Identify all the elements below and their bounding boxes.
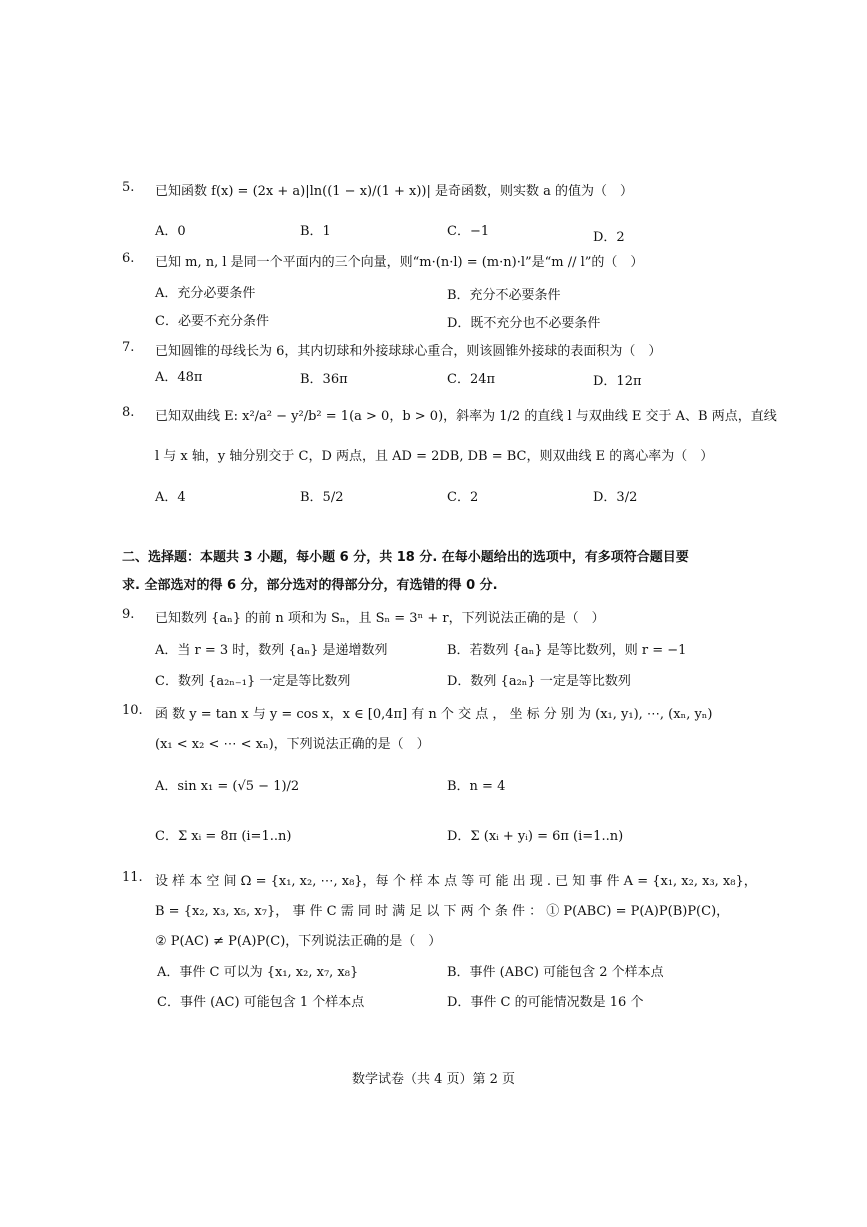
question-number: 9. [122,607,135,622]
page-footer: 数学试卷（共 4 页）第 2 页 [351,1072,516,1087]
question-stem: 设 样 本 空 间 Ω = {x₁, x₂, ⋯, x₈}，每 个 样 本 点 等 可 能 出 现 . 已 知 事 件 A = {x₁, x₂, x₃, x₈}， [155,874,757,889]
question-stem: 已知数列 {aₙ} 的前 n 项和为 Sₙ，且 Sₙ = 3ⁿ + r，下列说法正确的是（ ） [155,611,605,626]
option-d: D．事件 C 的可能情况数是 16 个 [447,995,644,1010]
question-stem: 函 数 y = tan x 与 y = cos x，x ∈ [0,4π] 有 n 个 交 点 ， 坐 标 分 别 为 (x₁, y₁), ⋯, (xₙ, yₙ) [155,707,713,722]
option-b: B．36π [300,372,348,387]
option-a: A．sin x₁ = (√5 − 1)/2 [155,779,300,794]
option-a: A．充分必要条件 [155,286,256,301]
option-d: D．12π [593,374,642,389]
option-a: A．0 [155,224,186,239]
option-b: B．充分不必要条件 [447,288,561,303]
option-d: D．数列 {a₂ₙ} 一定是等比数列 [447,674,631,689]
question-stem-continued: ② P(AC) ≠ P(A)P(C)，下列说法正确的是（ ） [155,934,442,949]
question-number: 7. [122,340,135,355]
option-a: A．48π [155,370,203,385]
option-a: A．当 r = 3 时，数列 {aₙ} 是递增数列 [155,643,388,658]
option-b: B．5/2 [300,490,344,505]
option-c: C．必要不充分条件 [155,314,269,329]
option-b: B．n = 4 [447,779,506,794]
section-heading-continued: 求. 全部选对的得 6 分，部分选对的得部分分，有选错的得 0 分. [122,578,498,593]
section-heading: 二、选择题：本题共 3 小题，每小题 6 分，共 18 分. 在每小题给出的选项中，有多项符合题目要 [122,550,689,565]
option-c: C．2 [447,490,479,505]
option-b: B．1 [300,224,331,239]
question-stem-continued: B = {x₂, x₃, x₅, x₇}， 事 件 C 需 同 时 满 足 以 下 两 个 条 件 ： ① P(ABC) = P(A)P(B)P(C)， [155,904,730,919]
question-stem: 已知圆锥的母线长为 6，其内切球和外接球球心重合，则该圆锥外接球的表面积为（ ） [155,344,662,359]
option-d: D．2 [593,230,625,245]
option-c: C．24π [447,372,496,387]
option-b: B．事件 (ABC) 可能包含 2 个样本点 [447,965,664,980]
option-a: A．4 [155,490,186,505]
question-number: 11. [122,870,143,885]
option-a: A．事件 C 可以为 {x₁, x₂, x₇, x₈} [157,965,359,980]
option-c: C．−1 [447,224,490,239]
option-b: B．若数列 {aₙ} 是等比数列，则 r = −1 [447,643,687,658]
option-d: D．既不充分也不必要条件 [447,316,601,331]
option-d: D．3/2 [593,490,638,505]
question-stem-continued: (x₁ < x₂ < ⋯ < xₙ)，下列说法正确的是（ ） [155,737,430,752]
question-number: 5. [122,180,135,195]
option-c: C．Σ xᵢ = 8π (i=1..n) [155,829,292,844]
question-stem: 已知双曲线 E: x²/a² − y²/b² = 1(a > 0，b > 0)，斜率为 1/2 的直线 l 与双曲线 E 交于 A、B 两点，直线 [155,409,777,424]
question-number: 6. [122,251,135,266]
question-stem: 已知 m, n, l 是同一个平面内的三个向量，则“m·(n·l) = (m·n)·l”是“m // l”的（ ） [155,255,644,270]
option-c: C．事件 (AC) 可能包含 1 个样本点 [157,995,365,1010]
option-d: D．Σ (xᵢ + yᵢ) = 6π (i=1..n) [447,829,624,844]
question-number: 8. [122,405,135,420]
option-c: C．数列 {a₂ₙ₋₁} 一定是等比数列 [155,674,351,689]
question-number: 10. [122,703,143,718]
question-stem-continued: l 与 x 轴，y 轴分别交于 C，D 两点，且 AD = 2DB, DB = BC，则双曲线 E 的离心率为（ ） [155,449,714,464]
question-stem: 已知函数 f(x) = (2x + a)|ln((1 − x)/(1 + x))| 是奇函数，则实数 a 的值为（ ） [155,184,633,199]
